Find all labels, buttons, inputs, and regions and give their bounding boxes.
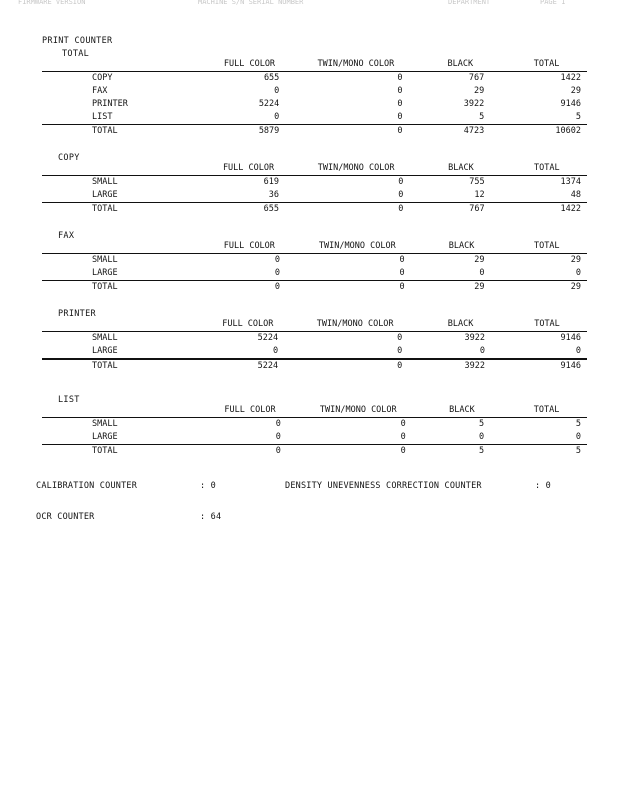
table-row: [42, 345, 587, 359]
col-header-total: TOTAL: [507, 162, 587, 176]
table-row-total: [42, 445, 587, 459]
col-header-twin-mono: TWIN/MONO COLOR: [298, 240, 417, 254]
cell-black: 3922: [464, 333, 485, 343]
table-header-row: [42, 240, 587, 254]
row-label: LARGE: [42, 431, 201, 445]
cell-black: 0: [418, 431, 506, 445]
table-row: [42, 72, 587, 86]
table-header-row: [42, 318, 587, 332]
col-header-blank: [42, 318, 200, 332]
cell-twin-mono: 0: [397, 99, 403, 109]
cell-black: 5: [414, 111, 506, 125]
row-label: LARGE: [42, 267, 201, 281]
col-header-blank: [42, 404, 201, 418]
cell-total: 29: [570, 282, 581, 292]
cell-total: 0: [506, 431, 587, 445]
row-label: TOTAL: [92, 204, 118, 214]
cell-twin-mono: 0: [398, 177, 404, 187]
cell-twin-mono: 0: [397, 86, 403, 96]
calibration-counter-label: CALIBRATION COUNTER: [36, 481, 138, 491]
row-label: COPY: [92, 73, 113, 83]
col-header-black: BLACK: [415, 162, 506, 176]
cell-total: 9146: [560, 361, 581, 371]
cell-black: 12: [415, 189, 506, 203]
col-header-blank: [42, 58, 202, 72]
cell-total: 9146: [560, 333, 581, 343]
cell-black: 3922: [464, 361, 485, 371]
cell-twin-mono: 0: [397, 126, 403, 136]
col-header-total: TOTAL: [507, 318, 587, 332]
table-copy: [42, 162, 587, 216]
cell-black: 767: [468, 73, 485, 83]
cell-total: 0: [507, 345, 587, 359]
cell-total: 1374: [560, 177, 581, 187]
row-label: TOTAL: [92, 446, 118, 456]
header-fragment-page: PAGE 1: [540, 0, 566, 6]
cell-twin-mono: 0: [299, 431, 418, 445]
cell-total: 29: [570, 255, 581, 265]
cell-twin-mono: 0: [297, 189, 415, 203]
col-header-black: BLACK: [417, 240, 507, 254]
table-list: [42, 404, 587, 458]
cell-twin-mono: 0: [400, 419, 406, 429]
cell-total: 5: [575, 419, 581, 429]
col-header-full-color: FULL COLOR: [201, 404, 299, 418]
row-label: TOTAL: [92, 282, 118, 292]
cell-black: 5: [479, 419, 485, 429]
cell-full-color: 0: [274, 282, 280, 292]
cell-twin-mono: 0: [400, 446, 406, 456]
table-row: [42, 332, 587, 346]
col-header-black: BLACK: [418, 404, 506, 418]
row-label: PRINTER: [92, 99, 128, 109]
section-title-fax: FAX: [58, 231, 75, 241]
cell-twin-mono: 0: [297, 111, 414, 125]
row-label: FAX: [92, 86, 108, 96]
col-header-total: TOTAL: [507, 240, 587, 254]
header-fragment-department: DEPARTMENT: [448, 0, 491, 6]
table-header-row: [42, 58, 587, 72]
col-header-twin-mono: TWIN/MONO COLOR: [297, 58, 414, 72]
cell-full-color: 5224: [257, 361, 279, 371]
row-label: SMALL: [92, 419, 118, 429]
cell-black: 4723: [463, 126, 485, 136]
col-header-black: BLACK: [414, 58, 506, 72]
cell-full-color: 5224: [257, 333, 279, 343]
cell-total: 29: [570, 86, 581, 96]
cell-twin-mono: 0: [397, 73, 403, 83]
row-label: SMALL: [92, 255, 118, 265]
table-header-row: [42, 404, 587, 418]
cell-black: 29: [474, 282, 485, 292]
cell-black: 0: [417, 267, 507, 281]
cell-total: 9146: [560, 99, 581, 109]
table-row: [42, 111, 587, 125]
row-label: SMALL: [92, 177, 118, 187]
cell-total: 5: [506, 111, 587, 125]
table-row: [42, 176, 587, 190]
col-header-blank: [42, 240, 201, 254]
cell-full-color: 0: [275, 419, 281, 429]
col-header-full-color: FULL COLOR: [200, 162, 297, 176]
col-header-full-color: FULL COLOR: [201, 240, 298, 254]
density-correction-counter-label: DENSITY UNEVENNESS CORRECTION COUNTER: [285, 481, 482, 491]
cell-twin-mono: 0: [296, 345, 414, 359]
col-header-total: TOTAL: [506, 404, 587, 418]
cell-black: 755: [469, 177, 485, 187]
cell-black: 5: [479, 446, 485, 456]
cell-total: 1422: [560, 204, 581, 214]
cell-black: 3922: [463, 99, 485, 109]
section-title-printer: PRINTER: [58, 309, 96, 319]
table-row: [42, 254, 587, 268]
table-row: [42, 267, 587, 281]
cell-black: 767: [469, 204, 485, 214]
cell-total: 1422: [560, 73, 581, 83]
header-fragment-serial: MACHINE S/N SERIAL NUMBER: [198, 0, 304, 6]
row-label: TOTAL: [92, 126, 118, 136]
ocr-counter-value: : 64: [200, 512, 222, 522]
section-title-list: LIST: [58, 395, 80, 405]
row-label: LARGE: [42, 189, 200, 203]
col-header-twin-mono: TWIN/MONO COLOR: [299, 404, 418, 418]
cell-twin-mono: 0: [399, 255, 405, 265]
cell-twin-mono: 0: [399, 282, 405, 292]
col-header-twin-mono: TWIN/MONO COLOR: [297, 162, 415, 176]
density-correction-counter-value: : 0: [535, 481, 551, 491]
table-printer: [42, 318, 587, 373]
cell-full-color: 0: [200, 345, 297, 359]
table-row-total: [42, 203, 587, 217]
row-label: LARGE: [42, 345, 200, 359]
section-title-copy: COPY: [58, 153, 80, 163]
table-row: [42, 431, 587, 445]
cell-full-color: 5879: [258, 126, 280, 136]
cell-full-color: 0: [275, 446, 281, 456]
cell-total: 0: [507, 267, 587, 281]
cell-twin-mono: 0: [397, 361, 403, 371]
cell-total: 5: [575, 446, 581, 456]
table-row: [42, 85, 587, 98]
ocr-counter-label: OCR COUNTER: [36, 512, 95, 522]
cell-black: 0: [414, 345, 507, 359]
table-total: [42, 58, 587, 138]
cell-full-color: 0: [202, 111, 298, 125]
section-title-total: TOTAL: [62, 49, 90, 59]
cell-full-color: 0: [274, 255, 280, 265]
cell-full-color: 5224: [258, 99, 280, 109]
header-fragment-firmware: FIRMWARE VERSION: [18, 0, 86, 6]
cell-twin-mono: 0: [397, 333, 403, 343]
cell-full-color: 655: [263, 204, 279, 214]
table-row-total: [42, 359, 587, 373]
table-row-total: [42, 281, 587, 295]
row-label: TOTAL: [92, 361, 118, 371]
cell-full-color: 0: [274, 86, 280, 96]
cell-full-color: 0: [201, 267, 298, 281]
row-label: SMALL: [92, 333, 118, 343]
table-row: [42, 418, 587, 432]
page-title: PRINT COUNTER: [42, 36, 113, 46]
col-header-twin-mono: TWIN/MONO COLOR: [296, 318, 414, 332]
col-header-full-color: FULL COLOR: [202, 58, 298, 72]
cell-total: 48: [507, 189, 587, 203]
cell-full-color: 655: [263, 73, 280, 83]
table-row: [42, 98, 587, 111]
cell-full-color: 36: [200, 189, 297, 203]
table-header-row: [42, 162, 587, 176]
cell-total: 10602: [555, 126, 581, 136]
col-header-blank: [42, 162, 200, 176]
col-header-full-color: FULL COLOR: [200, 318, 297, 332]
cell-black: 29: [473, 86, 485, 96]
table-row-total: [42, 125, 587, 139]
calibration-counter-value: : 0: [200, 481, 216, 491]
cell-black: 29: [474, 255, 485, 265]
row-label: LIST: [42, 111, 202, 125]
table-fax: [42, 240, 587, 294]
cell-twin-mono: 0: [398, 204, 404, 214]
col-header-black: BLACK: [414, 318, 507, 332]
cell-twin-mono: 0: [298, 267, 417, 281]
col-header-total: TOTAL: [506, 58, 587, 72]
table-row: [42, 189, 587, 203]
cell-full-color: 619: [263, 177, 279, 187]
cell-full-color: 0: [201, 431, 299, 445]
